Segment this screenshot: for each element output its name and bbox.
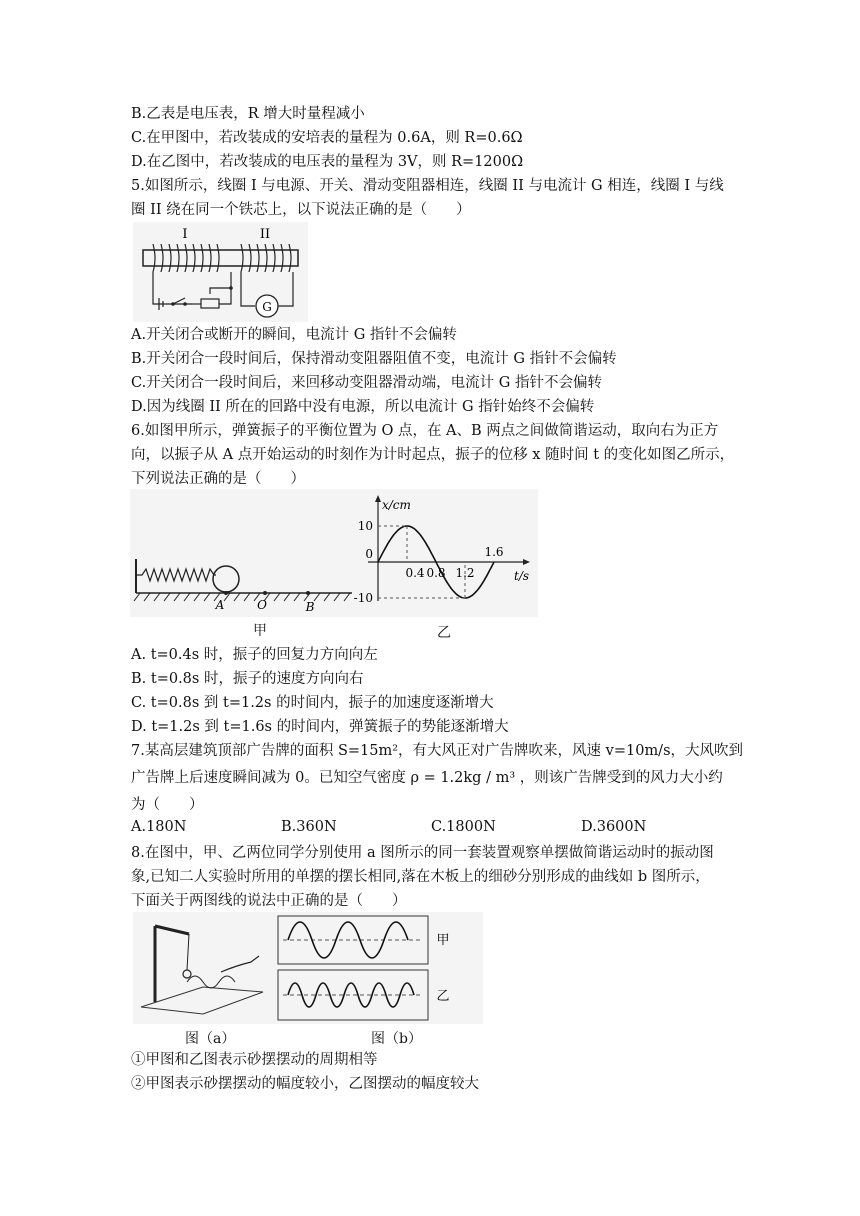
- q7-stem-line2: 广告牌上后速度瞬间减为 0。已知空气密度 ρ = 1.2kg / m³ ，则该广告牌受到的风力大小约: [131, 770, 723, 786]
- x-tick-label: 0.8: [426, 566, 446, 580]
- q7-option-a: A.180N: [131, 819, 187, 835]
- displacement-time-chart: [354, 495, 530, 605]
- q6-option-a: A. t=0.4s 时，振子的回复力方向向左: [131, 647, 378, 663]
- q4-option-d: D.在乙图中，若改装成的电压表的量程为 3V，则 R=1200Ω: [131, 154, 524, 170]
- q7-option-c: C.1800N: [431, 819, 496, 835]
- point-o-label: O: [257, 598, 267, 612]
- x-tick-label: 1.6: [484, 545, 504, 559]
- y-tick-label: 0: [365, 547, 373, 561]
- q6-option-b: B. t=0.8s 时，振子的速度方向向右: [131, 671, 364, 687]
- trace-yi-label: 乙: [436, 989, 450, 1004]
- point-b-label: B: [305, 600, 315, 614]
- coil-2-label: II: [259, 227, 271, 242]
- q6-stem-line3: 下列说法正确的是（ ）: [131, 471, 305, 487]
- q8-statement-2: ②甲图表示砂摆摆动的幅度较小，乙图摆动的幅度较大: [131, 1076, 479, 1092]
- q5-option-b: B.开关闭合一段时间后，保持滑动变阻器阻值不变，电流计 G 指针不会偏转: [131, 351, 617, 367]
- q7-stem-line1: 7.某高层建筑顶部广告牌的面积 S=15m²，有大风正对广告牌吹来，风速 v=10m/s，大风吹到: [131, 743, 744, 759]
- q7-option-d: D.3600N: [581, 819, 647, 835]
- point-a-label: A: [215, 598, 225, 612]
- q5-stem-line2: 圈 II 绕在同一个铁芯上，以下说法正确的是（ ）: [131, 202, 471, 218]
- sand-pendulum-diagram: [141, 926, 263, 1014]
- caption-figure-b: 图（b）: [371, 1031, 422, 1047]
- sand-trace-diagram: [278, 916, 450, 1020]
- caption-jia: 甲: [253, 623, 267, 639]
- x-axis-label: t/s: [514, 569, 530, 583]
- q5-option-a: A.开关闭合或断开的瞬间，电流计 G 指针不会偏转: [131, 327, 457, 343]
- q8-stem-line1: 8.在图中，甲、乙两位同学分别使用 a 图所示的同一套装置观察单摆做简谐运动时的振动图: [131, 845, 714, 861]
- spring-oscillator-diagram: [134, 559, 352, 614]
- q6-option-c: C. t=0.8s 到 t=1.2s 的时间内，振子的加速度逐渐增大: [131, 695, 494, 711]
- q6-stem-line2: 向，以振子从 A 点开始运动的时刻作为计时起点，振子的位移 x 随时间 t 的变化如图乙所示，: [131, 447, 735, 463]
- q5-coil-figure: [133, 222, 308, 322]
- x-tick-label: 1.2: [455, 566, 475, 580]
- q6-stem-line1: 6.如图甲所示，弹簧振子的平衡位置为 O 点，在 A、B 两点之间做简谐运动，取向右为正方: [131, 423, 719, 439]
- q5-option-c: C.开关闭合一段时间后，来回移动变阻器滑动端，电流计 G 指针不会偏转: [131, 375, 602, 391]
- q8-figure: [133, 912, 483, 1024]
- q8-statement-1: ①甲图和乙图表示砂摆摆动的周期相等: [131, 1052, 378, 1068]
- caption-yi: 乙: [437, 625, 451, 641]
- q7-option-b: B.360N: [281, 819, 337, 835]
- q5-stem-line1: 5.如图所示，线圈 I 与电源、开关、滑动变阻器相连，线圈 II 与电流计 G 相连，线圈 I 与线: [131, 178, 724, 194]
- q8-stem-line3: 下面关于两图线的说法中正确的是（ ）: [131, 893, 407, 909]
- galvanometer-label: G: [262, 300, 272, 314]
- q6-figure: [130, 489, 538, 617]
- caption-figure-a: 图（a）: [185, 1031, 236, 1047]
- x-tick-label: 0.4: [405, 566, 425, 580]
- q8-stem-line2: 象,已知二人实验时所用的单摆的摆长相同,落在木板上的细砂分别形成的曲线如 b 图所示，: [131, 869, 710, 885]
- q5-option-d: D.因为线圈 II 所在的回路中没有电源，所以电流计 G 指针始终不会偏转: [131, 399, 595, 415]
- q6-option-d: D. t=1.2s 到 t=1.6s 的时间内，弹簧振子的势能逐渐增大: [131, 719, 509, 735]
- coil-1-label: I: [182, 227, 188, 242]
- q4-option-c: C.在甲图中，若改装成的安培表的量程为 0.6A，则 R=0.6Ω: [131, 130, 523, 146]
- q7-stem-line3: 为（ ）: [131, 797, 204, 813]
- trace-jia-label: 甲: [436, 933, 450, 948]
- y-tick-label: -10: [353, 591, 373, 605]
- y-axis-label: x/cm: [382, 498, 411, 512]
- q4-option-b: B.乙表是电压表，R 增大时量程减小: [131, 106, 365, 122]
- y-tick-label: 10: [357, 519, 373, 533]
